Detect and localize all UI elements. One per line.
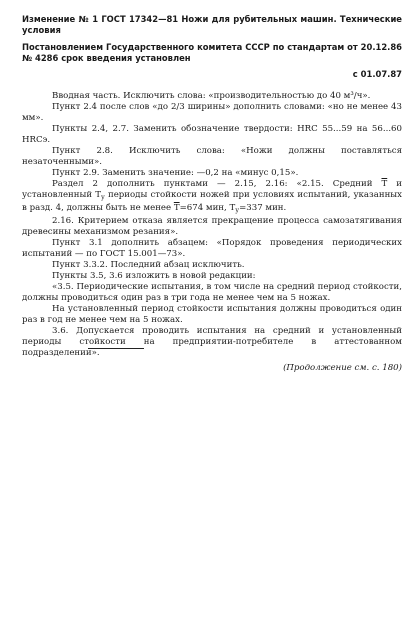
para-2-8: Пункт 2.8. Исключить слова: «Ножи должны поставляться незаточенными». xyxy=(22,146,402,167)
change-title: Изменение № 1 ГОСТ 17342—81 Ножи для рубительных машин. Технические условия xyxy=(22,14,402,35)
para-2-16: 2.16. Критерием отказа является прекращение процесса самозатягивания древесины механизмом резания». xyxy=(22,216,402,237)
para-section-2-c: периоды стойкости ножей при условиях испытаний, указанных в разд. 4, должны быть не менее xyxy=(22,190,402,213)
para-section-2-b: и установленный T xyxy=(22,179,402,200)
continued-note: (Продолжение см. с. 180) xyxy=(283,363,402,373)
document-page xyxy=(22,14,402,373)
decree-line: Постановлением Государственного комитета СССР по стандартам от 20.12.86 № 4286 срок введения установлен xyxy=(22,42,402,63)
para-section-2 xyxy=(22,179,402,216)
avg-period-symbol: $\overline{T}$ xyxy=(381,179,388,189)
para-intro: Вводная часть. Исключить слова: «производительностью до 40 м³/ч». xyxy=(52,91,371,101)
avg-period-symbol-2: $\overline{T}$ xyxy=(173,203,180,213)
subscript-u: у xyxy=(100,193,105,201)
para-2-4: Пункт 2.4 после слов «до 2/3 ширины» дополнить словами: «но не менее 43 мм». xyxy=(22,102,402,123)
para-section-2-a: Раздел 2 дополнить пунктами — 2.15, 2.16: «2.15. Средний xyxy=(52,179,382,189)
para-established-period: На установленный период стойкости испытания должны проводиться один раз в год не менее чем на 5 ножах. xyxy=(22,304,402,325)
separator-line xyxy=(88,348,144,349)
para-3-6: 3.6. Допускается проводить испытания на средний и установленный периоды стойкости на предприятии-потребителе в аттестованном подразделении». xyxy=(22,326,402,358)
para-section-2-e: =337 мин. xyxy=(239,203,287,213)
effective-date: с 01.07.87 xyxy=(352,69,402,79)
para-section-2-d: =674 мин, T xyxy=(179,203,236,213)
para-2-9: Пункт 2.9. Заменить значение: —0,2 на «минус 0,15». xyxy=(52,168,299,178)
para-3-3-2: Пункт 3.3.2. Последний абзац исключить. xyxy=(52,260,245,270)
para-3-1: Пункт 3.1 дополнить абзацем: «Порядок проведения периодических испытаний — по ГОСТ 15.001—73». xyxy=(22,238,402,259)
para-3-5-3-6: Пункты 3.5, 3.6 изложить в новой редакции: xyxy=(52,271,256,281)
para-2-4-2-7: Пункты 2.4, 2.7. Заменить обозначение твердости: HRC 55...59 на 56...60 HRCэ. xyxy=(22,124,402,145)
para-3-5: «3.5. Периодические испытания, в том числе на средний период стойкости, должны проводиться один раз в три года не менее чем на 5 ножах. xyxy=(22,282,402,303)
subscript-u-2: у xyxy=(235,206,240,214)
